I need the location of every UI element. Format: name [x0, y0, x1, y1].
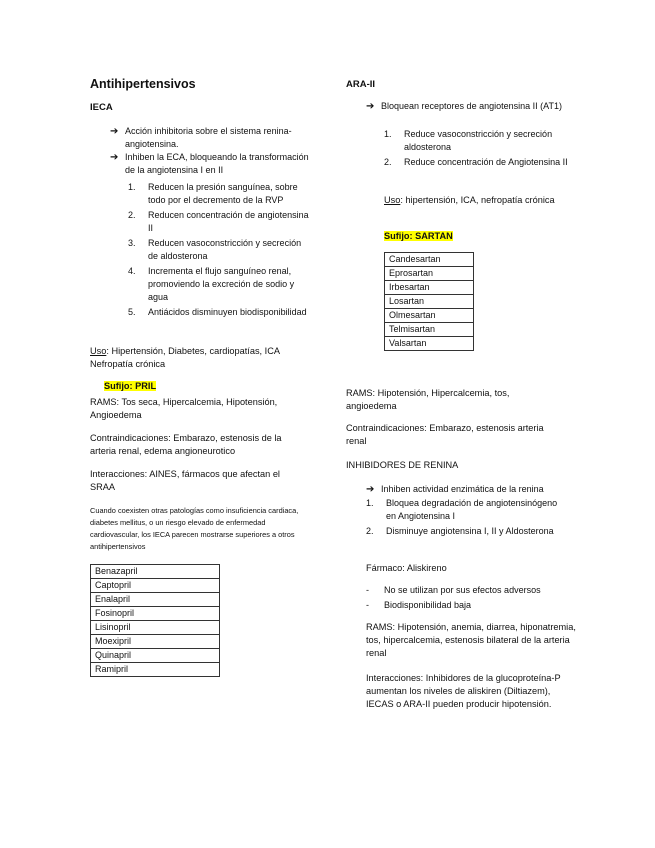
- ara-heading: ARA-II: [346, 79, 376, 90]
- ara-uso: Uso: hipertensión, ICA, nefropatía crónica: [384, 195, 555, 205]
- ieca-sufijo: Sufijo: PRIL: [104, 381, 157, 391]
- ieca-rams: RAMS: Tos seca, Hipercalcemia, Hipotensión, Angioedema: [90, 397, 278, 420]
- arrow-icon: ➔: [110, 152, 119, 163]
- renina-bullets: [366, 483, 586, 496]
- ieca-heading: IECA: [90, 102, 113, 113]
- ara-bullets: [366, 100, 571, 113]
- table-row: Ramipril: [91, 663, 220, 677]
- list-item: ➔ Inhiben la ECA, bloqueando la transformación de la angiotensina I en II: [110, 152, 309, 175]
- list-item: 2. Reduce concentración de Angiotensina II: [384, 157, 568, 167]
- arrow-icon: ➔: [366, 484, 375, 495]
- renina-dashes: [366, 583, 576, 613]
- list-item: 2. Reducen concentración de angiotensina II: [128, 210, 309, 233]
- renina-farmaco: Fármaco: Aliskireno: [366, 563, 447, 573]
- list-item: ➔ Inhiben actividad enzimática de la renina: [366, 484, 544, 495]
- table-row: Irbesartan: [385, 281, 474, 295]
- list-item: 3. Reducen vasoconstricción y secreción de aldosterona: [128, 238, 302, 261]
- table-row: Eprosartan: [385, 267, 474, 281]
- ara-drug-table: [384, 252, 474, 351]
- list-item: 1. Reducen la presión sanguínea, sobre todo por el decremento de la RVP: [128, 182, 298, 205]
- ara-contraindicaciones: Contraindicaciones: Embarazo, estenosis arteria renal: [346, 423, 544, 446]
- ara-numbered: [384, 128, 569, 169]
- ieca-interacciones: Interacciones: AINES, fármacos que afectan el SRAA: [90, 469, 280, 492]
- page-title: Antihipertensivos: [90, 77, 196, 91]
- list-item: 1. Bloquea degradación de angiotensinógeno en Angiotensina I: [366, 498, 558, 521]
- ieca-bullets: [110, 125, 315, 177]
- ara-sufijo: Sufijo: SARTAN: [384, 231, 453, 241]
- ara-rams: RAMS: Hipotensión, Hipercalcemia, tos, angioedema: [346, 388, 510, 411]
- list-item: - Biodisponibilidad baja: [366, 600, 472, 610]
- table-row: Valsartan: [385, 337, 474, 351]
- table-row: Captopril: [91, 579, 220, 593]
- table-row: Telmisartan: [385, 323, 474, 337]
- list-item: 2. Disminuye angiotensina I, II y Aldosterona: [366, 526, 554, 536]
- table-row: Lisinopril: [91, 621, 220, 635]
- ieca-nota: Cuando coexisten otras patologías como insuficiencia cardiaca, diabetes mellitus, o un riesgo elevado de enfermedad cardiovascular, los IECA parecen mostrarse superiores a otros antihipertensivos: [90, 506, 299, 551]
- table-row: Benazapril: [91, 565, 220, 579]
- table-row: Candesartan: [385, 253, 474, 267]
- ieca-numbered: [128, 181, 310, 319]
- table-row: Enalapril: [91, 593, 220, 607]
- list-item: ➔ Acción inhibitoria sobre el sistema renina-angiotensina.: [110, 126, 292, 149]
- list-item: 1. Reduce vasoconstricción y secreción aldosterona: [384, 129, 553, 152]
- table-row: Fosinopril: [91, 607, 220, 621]
- arrow-icon: ➔: [110, 126, 119, 137]
- renina-rams: RAMS: Hipotensión, anemia, diarrea, hiponatremia, tos, hipercalcemia, estenosis bilateral de la arteria renal: [366, 622, 576, 658]
- ieca-contraindicaciones: Contraindicaciones: Embarazo, estenosis de la arteria renal, edema angioneurotico: [90, 433, 282, 456]
- ieca-uso: Uso: Hipertensión, Diabetes, cardiopatías, ICA Nefropatía crónica: [90, 346, 280, 369]
- table-row: Losartan: [385, 295, 474, 309]
- list-item: - No se utilizan por sus efectos adversos: [366, 585, 541, 595]
- table-row: Olmesartan: [385, 309, 474, 323]
- ieca-drug-table: [90, 564, 220, 677]
- renina-numbered: [366, 497, 566, 538]
- arrow-icon: ➔: [366, 101, 375, 112]
- renina-heading: INHIBIDORES DE RENINA: [346, 460, 459, 470]
- list-item: 4. Incrementa el flujo sanguíneo renal, promoviendo la excreción de sodio y agua: [128, 266, 295, 302]
- list-item: 5. Antiácidos disminuyen biodisponibilidad: [128, 307, 307, 317]
- table-row: Quinapril: [91, 649, 220, 663]
- renina-interacciones: Interacciones: Inhibidores de la glucoproteína-P aumentan los niveles de aliskiren (Diltiazem), IECAS o ARA-II pueden producir hipotensión.: [366, 673, 561, 709]
- list-item: ➔ Bloquean receptores de angiotensina II (AT1): [366, 101, 562, 112]
- table-row: Moexipril: [91, 635, 220, 649]
